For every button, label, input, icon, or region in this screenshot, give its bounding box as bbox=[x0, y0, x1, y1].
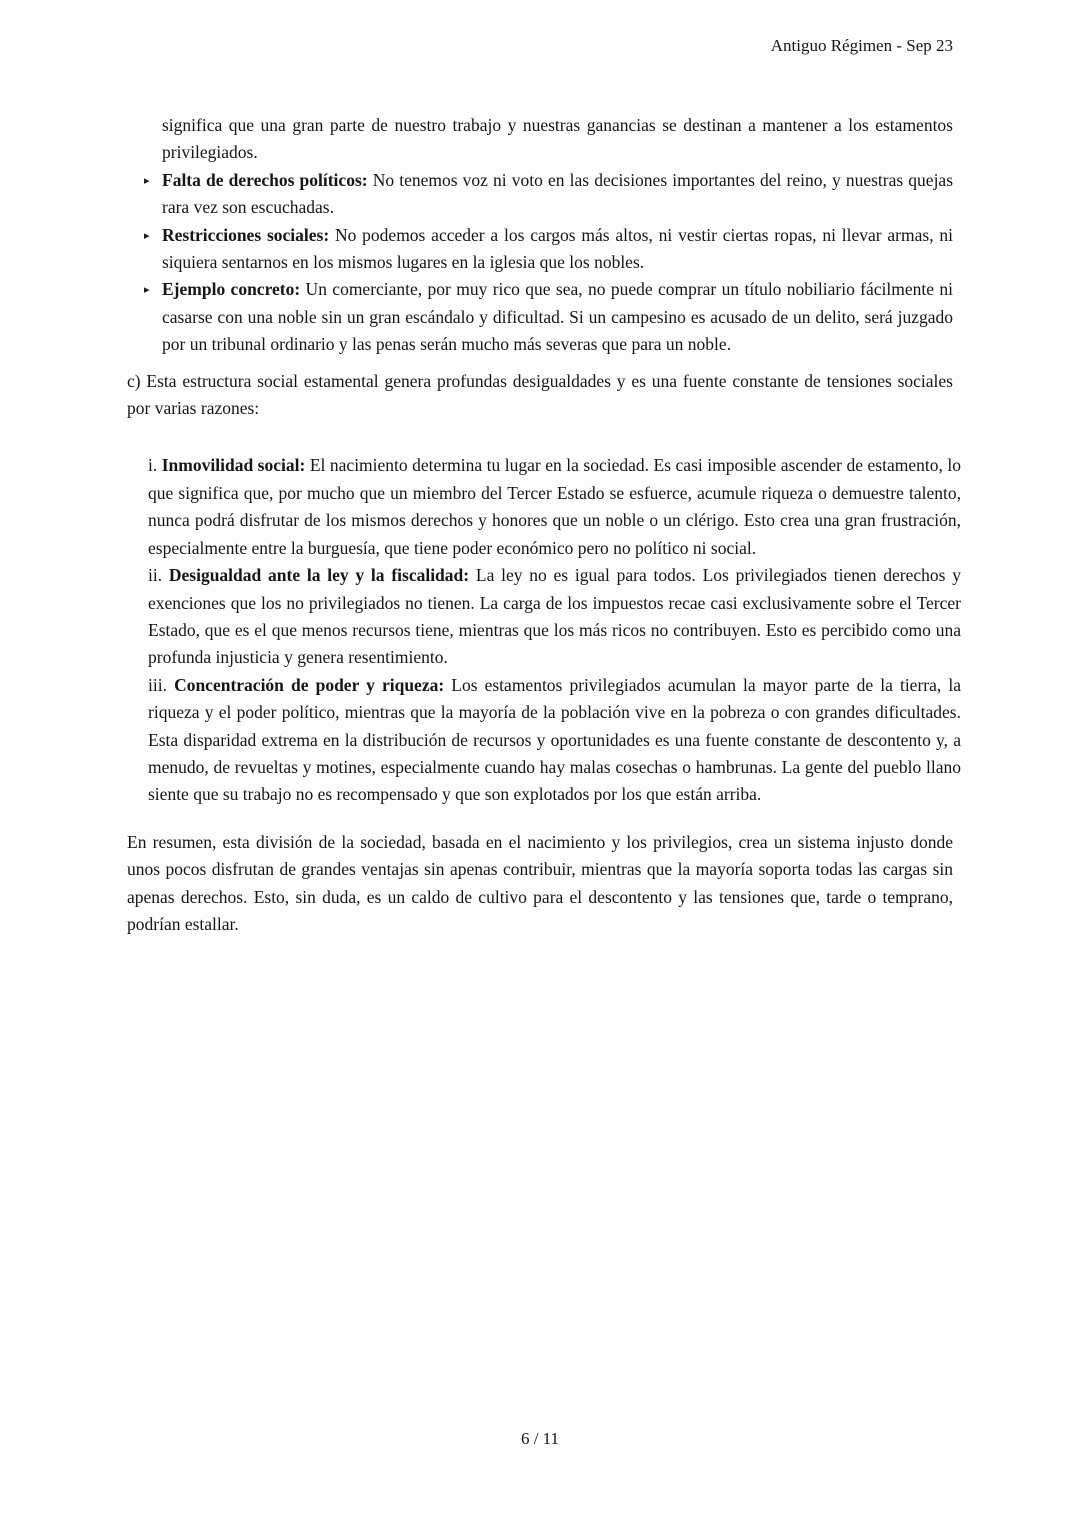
bullet-list bbox=[127, 167, 953, 359]
item-text: El nacimiento determina tu lugar en la sociedad. Es casi imposible ascender de estamento, lo que significa que, por mucho que un miembro del Tercer Estado se esfuerce, acumule riqueza o demuestre talento, nunca podrá disfrutar de los mismos derechos y honores que un noble o un clérigo. Esto crea una gran frustración, especialmente entre la burguesía, que tiene poder económico pero no político ni social. bbox=[148, 455, 961, 558]
page-footer bbox=[0, 1428, 1080, 1450]
triangular-bullet-icon: ▸ bbox=[144, 283, 150, 297]
bullet-term: Restricciones sociales: bbox=[162, 224, 330, 245]
document-body bbox=[127, 112, 961, 938]
item-term: Concentración de poder y riqueza: bbox=[174, 674, 445, 695]
list-item bbox=[127, 222, 953, 277]
continuation-paragraph: significa que una gran parte de nuestro trabajo y nuestras ganancias se destinan a mantener a los estamentos privilegiados. bbox=[162, 115, 953, 163]
header-title: Antiguo Régimen - Sep 23 bbox=[770, 36, 953, 55]
page-header bbox=[127, 35, 953, 57]
triangular-bullet-icon: ▸ bbox=[144, 228, 150, 242]
bullet-text: No tenemos voz ni voto en las decisiones importantes del reino, y nuestras quejas rara vez son escuchadas. bbox=[162, 169, 954, 218]
item-numeral: i. bbox=[148, 455, 162, 476]
list-item bbox=[127, 167, 953, 222]
bullet-term: Ejemplo concreto: bbox=[162, 279, 301, 300]
item-term: Desigualdad ante la ley y la fiscalidad: bbox=[168, 565, 470, 586]
item-text: Los estamentos privilegiados acumulan la mayor parte de la tierra, la riqueza y el poder político, mientras que la mayoría de la población vive en la pobreza o con grandes dificultades. Esta disparidad extrema en la distribución de recursos y oportunidades es una fuente constante de descontento y, a menudo, de revueltas y motines, especialmente cuando hay malas cosechas o hambrunas. La gente del pueblo llano siente que su trabajo no es recompensado y que son explotados por los que están arriba. bbox=[148, 674, 961, 805]
bullet-text: No podemos acceder a los cargos más altos, ni vestir ciertas ropas, ni llevar armas, ni siquiera sentarnos en los mismos lugares en la iglesia que los nobles. bbox=[162, 224, 953, 273]
numbered-item bbox=[148, 562, 961, 672]
item-numeral: iii. bbox=[148, 674, 175, 695]
triangular-bullet-icon: ▸ bbox=[144, 173, 150, 187]
list-item bbox=[127, 276, 953, 358]
paragraph-c: c) Esta estructura social estamental genera profundas desigualdades y es una fuente constante de tensiones sociales por varias razones: bbox=[127, 370, 953, 419]
numbered-block bbox=[148, 452, 961, 808]
item-numeral: ii. bbox=[148, 565, 169, 586]
bullet-term: Falta de derechos políticos: bbox=[162, 169, 368, 190]
closing-paragraph: En resumen, esta división de la sociedad, basada en el nacimiento y los privilegios, crea un sistema injusto donde unos pocos disfrutan de grandes ventajas sin apenas contribuir, mientras que la mayoría soporta todas las cargas sin apenas derechos. Esto, sin duda, es un caldo de cultivo para el descontento y las tensiones que, tarde o temprano, podrían estallar. bbox=[127, 831, 953, 934]
bullet-text: Un comerciante, por muy rico que sea, no puede comprar un título nobiliario fácilmente ni casarse con una noble sin un gran escándalo y dificultad. Si un campesino es acusado de un delito, será juzgado por un tribunal ordinario y las penas serán mucho más severas que para un noble. bbox=[162, 279, 953, 355]
numbered-item bbox=[148, 672, 961, 809]
item-text: La ley no es igual para todos. Los privilegiados tienen derechos y exenciones que los no privilegiados no tienen. La carga de los impuestos recae casi exclusivamente sobre el Tercer Estado, que es el que menos recursos tiene, mientras que los más ricos no contribuyen. Esto es percibido como una profunda injusticia y genera resentimiento. bbox=[148, 565, 961, 668]
page-number: 6 / 11 bbox=[520, 1429, 560, 1448]
item-term: Inmovilidad social: bbox=[161, 455, 306, 476]
numbered-item bbox=[148, 452, 961, 562]
